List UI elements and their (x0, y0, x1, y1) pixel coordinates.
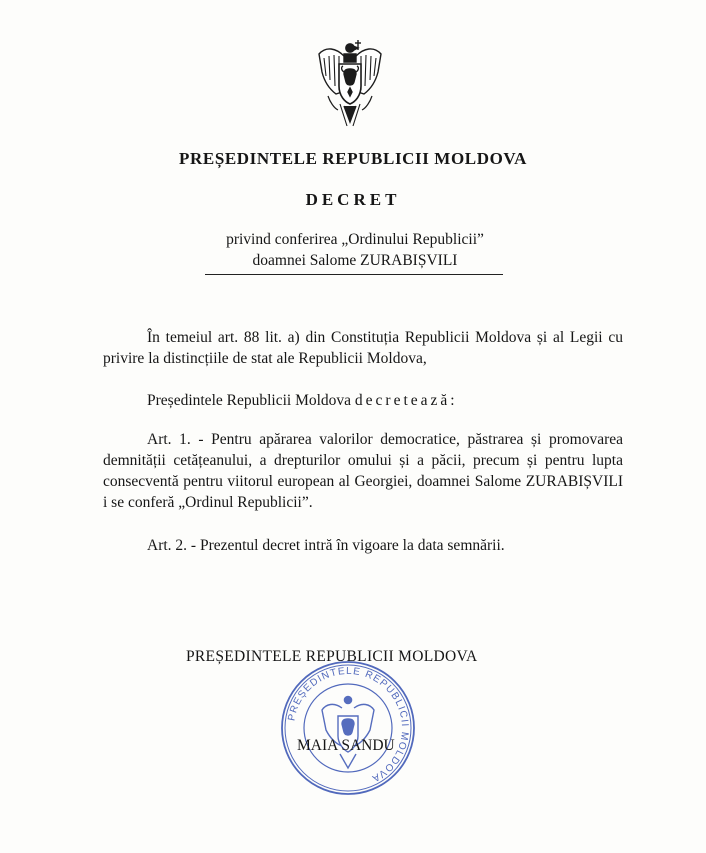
official-stamp-icon (278, 658, 418, 798)
signatory-title: PREȘEDINTELE REPUBLICII MOLDOVA (186, 648, 478, 665)
decrees-word: decretează: (354, 392, 458, 409)
decrees-intro: Președintele Republicii Moldova (147, 392, 352, 409)
stamp-ring-text: PREȘEDINTELE REPUBLICII MOLDOVA (286, 665, 411, 785)
subject-underline (205, 274, 503, 275)
decree-subject (205, 229, 505, 271)
coat-of-arms-icon (314, 36, 386, 130)
article-1: Art. 1. - Pentru apărarea valorilor democratice, păstrarea și promovarea demnității cetățeanului, a drepturilor omului și a păcii, precum și pentru lupta consecventă pentru viitorul european al Georgiei, doamnei Salome ZURABIȘVILI i se conferă „Ordinul Republicii”. (103, 431, 623, 511)
document-title: PREȘEDINTELE REPUBLICII MOLDOVA (179, 149, 527, 168)
article-2: Art. 2. - Prezentul decret intră în vigoare la data semnării. (147, 537, 505, 554)
legal-basis-paragraph: În temeiul art. 88 lit. a) din Constituția Republicii Moldova și al Legii cu privire la distincțiile de stat ale Republicii Moldova, (103, 329, 623, 367)
subject-line-2: doamnei Salome ZURABIȘVILI (252, 252, 458, 269)
decrees-paragraph (103, 390, 623, 411)
signatory-name: MAIA SANDU (297, 737, 395, 754)
document-type: DECRET (305, 190, 401, 209)
subject-line-1: privind conferirea „Ordinului Republicii” (226, 231, 484, 248)
